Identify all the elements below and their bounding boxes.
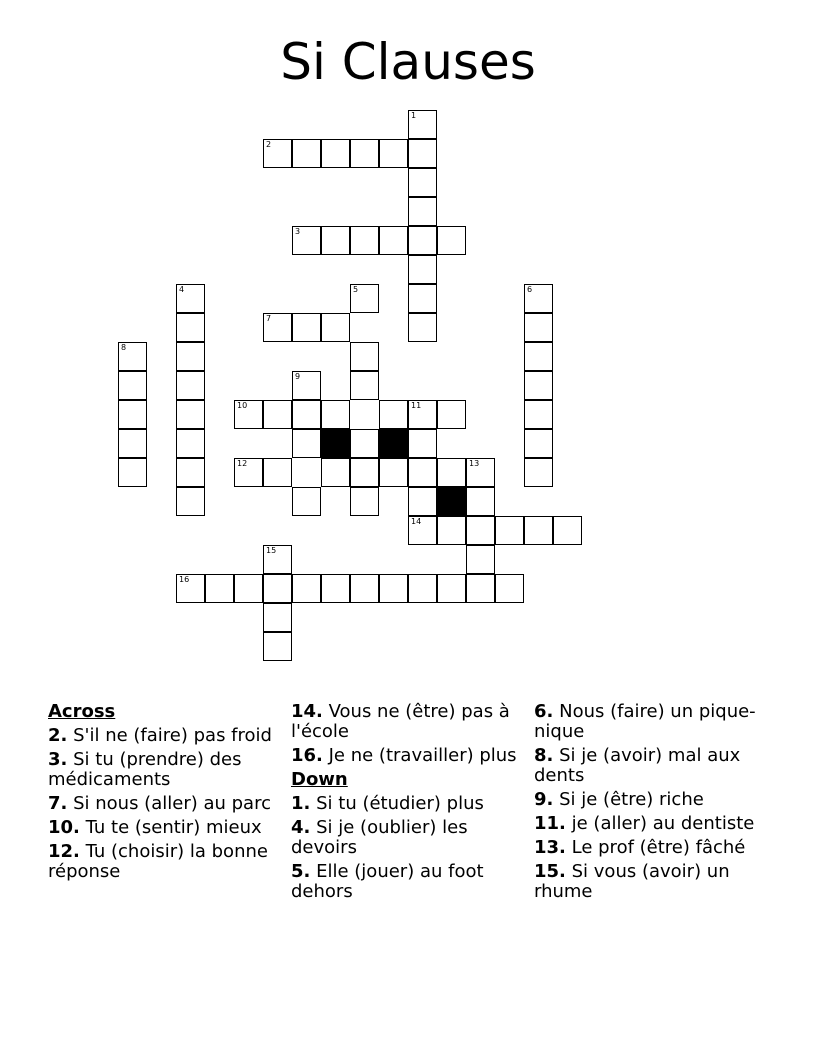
grid-cell[interactable] bbox=[408, 110, 437, 139]
clue-text: Si nous (aller) au parc bbox=[73, 793, 271, 814]
grid-cell[interactable] bbox=[118, 429, 147, 458]
puzzle-title: Si Clauses bbox=[280, 33, 536, 91]
clue-number: 1. bbox=[291, 793, 311, 814]
clue-text: je (aller) au dentiste bbox=[571, 813, 755, 834]
grid-cell[interactable] bbox=[350, 574, 379, 603]
grid-cell[interactable] bbox=[379, 139, 408, 168]
cell-number: 15 bbox=[266, 546, 277, 555]
grid-cell[interactable] bbox=[350, 284, 379, 313]
cell-number: 1 bbox=[411, 111, 417, 120]
grid-cell[interactable] bbox=[408, 487, 437, 516]
clue-down-8 bbox=[534, 746, 769, 786]
grid-cell[interactable] bbox=[176, 487, 205, 516]
clue-across-14 bbox=[291, 702, 526, 742]
cell-number: 6 bbox=[527, 285, 533, 294]
grid-cell[interactable] bbox=[466, 545, 495, 574]
clue-down-5 bbox=[291, 862, 526, 902]
grid-cell[interactable] bbox=[408, 226, 437, 255]
grid-cell[interactable] bbox=[466, 487, 495, 516]
grid-cell[interactable] bbox=[379, 400, 408, 429]
cell-number: 14 bbox=[411, 517, 422, 526]
grid-cell[interactable] bbox=[176, 400, 205, 429]
cell-number: 13 bbox=[469, 459, 480, 468]
grid-cell[interactable] bbox=[118, 342, 147, 371]
clue-across-2 bbox=[48, 726, 283, 746]
clue-down-13 bbox=[534, 838, 769, 858]
grid-cell[interactable] bbox=[350, 226, 379, 255]
grid-cell[interactable] bbox=[408, 400, 437, 429]
grid-cell[interactable] bbox=[379, 458, 408, 487]
grid-cell[interactable] bbox=[408, 197, 437, 226]
grid-cell[interactable] bbox=[524, 429, 553, 458]
cell-number: 12 bbox=[237, 459, 248, 468]
clue-number: 6. bbox=[534, 701, 554, 722]
grid-cell[interactable] bbox=[292, 139, 321, 168]
grid-cell[interactable] bbox=[350, 429, 379, 458]
grid-cell[interactable] bbox=[321, 400, 350, 429]
grid-cell[interactable] bbox=[234, 400, 263, 429]
clue-text: Tu te (sentir) mieux bbox=[85, 817, 262, 838]
clues-column-3 bbox=[534, 702, 769, 906]
clue-text: Nous (faire) un pique-nique bbox=[534, 701, 756, 742]
grid-cell[interactable] bbox=[408, 139, 437, 168]
grid-cell[interactable] bbox=[176, 284, 205, 313]
grid-cell[interactable] bbox=[118, 371, 147, 400]
grid-cell[interactable] bbox=[176, 574, 205, 603]
cell-number: 9 bbox=[295, 372, 301, 381]
grid-cell[interactable] bbox=[292, 429, 321, 458]
grid-cell[interactable] bbox=[524, 400, 553, 429]
grid-cell[interactable] bbox=[263, 574, 292, 603]
grid-cell[interactable] bbox=[205, 574, 234, 603]
grid-cell[interactable] bbox=[408, 574, 437, 603]
grid-cell[interactable] bbox=[437, 226, 466, 255]
clue-number: 2. bbox=[48, 725, 68, 746]
clues-column-1 bbox=[48, 702, 283, 886]
grid-cell[interactable] bbox=[321, 226, 350, 255]
clue-number: 3. bbox=[48, 749, 68, 770]
grid-cell[interactable] bbox=[263, 400, 292, 429]
grid-cell[interactable] bbox=[321, 139, 350, 168]
grid-cell[interactable] bbox=[524, 516, 553, 545]
grid-cell[interactable] bbox=[234, 458, 263, 487]
grid-cell[interactable] bbox=[437, 400, 466, 429]
clue-across-12 bbox=[48, 842, 283, 882]
clue-number: 16. bbox=[291, 745, 323, 766]
grid-cell[interactable] bbox=[292, 313, 321, 342]
clue-number: 4. bbox=[291, 817, 311, 838]
cell-number: 8 bbox=[121, 343, 127, 352]
clue-across-7 bbox=[48, 794, 283, 814]
grid-cell[interactable] bbox=[292, 574, 321, 603]
black-square bbox=[379, 429, 408, 458]
clue-across-16 bbox=[291, 746, 526, 766]
cell-number: 5 bbox=[353, 285, 359, 294]
clue-number: 14. bbox=[291, 701, 323, 722]
clue-number: 10. bbox=[48, 817, 80, 838]
grid-cell[interactable] bbox=[350, 371, 379, 400]
grid-cell[interactable] bbox=[350, 487, 379, 516]
clue-text: Je ne (travailler) plus bbox=[328, 745, 517, 766]
grid-cell[interactable] bbox=[292, 371, 321, 400]
grid-cell[interactable] bbox=[379, 226, 408, 255]
clue-number: 8. bbox=[534, 745, 554, 766]
grid-cell[interactable] bbox=[408, 458, 437, 487]
clue-number: 15. bbox=[534, 861, 566, 882]
grid-cell[interactable] bbox=[437, 516, 466, 545]
clue-number: 9. bbox=[534, 789, 554, 810]
grid-cell[interactable] bbox=[176, 342, 205, 371]
grid-cell[interactable] bbox=[553, 516, 582, 545]
clue-text: Le prof (être) fâché bbox=[571, 837, 746, 858]
grid-cell[interactable] bbox=[408, 284, 437, 313]
cell-number: 3 bbox=[295, 227, 301, 236]
grid-cell[interactable] bbox=[466, 574, 495, 603]
clue-text: Si tu (prendre) des médicaments bbox=[48, 749, 242, 790]
grid-cell[interactable] bbox=[495, 574, 524, 603]
grid-cell[interactable] bbox=[292, 226, 321, 255]
grid-cell[interactable] bbox=[408, 429, 437, 458]
clue-number: 13. bbox=[534, 837, 566, 858]
grid-cell[interactable] bbox=[524, 313, 553, 342]
grid-cell[interactable] bbox=[350, 458, 379, 487]
grid-cell[interactable] bbox=[321, 574, 350, 603]
clue-down-4 bbox=[291, 818, 526, 858]
grid-cell[interactable] bbox=[379, 574, 408, 603]
grid-cell[interactable] bbox=[263, 313, 292, 342]
cell-number: 2 bbox=[266, 140, 272, 149]
clue-down-11 bbox=[534, 814, 769, 834]
black-square bbox=[437, 487, 466, 516]
grid-cell[interactable] bbox=[466, 458, 495, 487]
clue-text: Si je (oublier) les devoirs bbox=[291, 817, 468, 858]
grid-cell[interactable] bbox=[524, 371, 553, 400]
grid-cell[interactable] bbox=[118, 400, 147, 429]
cell-number: 10 bbox=[237, 401, 248, 410]
grid-cell[interactable] bbox=[118, 458, 147, 487]
down-heading: Down bbox=[291, 769, 348, 790]
cell-number: 16 bbox=[179, 575, 190, 584]
black-square bbox=[321, 429, 350, 458]
clue-text: Si tu (étudier) plus bbox=[316, 793, 484, 814]
clue-number: 11. bbox=[534, 813, 566, 834]
grid-cell[interactable] bbox=[263, 632, 292, 661]
clue-down-15 bbox=[534, 862, 769, 902]
grid-cell[interactable] bbox=[176, 458, 205, 487]
grid-cell[interactable] bbox=[350, 342, 379, 371]
grid-cell[interactable] bbox=[176, 313, 205, 342]
clue-text: S'il ne (faire) pas froid bbox=[73, 725, 272, 746]
grid-cell[interactable] bbox=[408, 255, 437, 284]
grid-cell[interactable] bbox=[321, 313, 350, 342]
grid-cell[interactable] bbox=[524, 284, 553, 313]
clue-down-6 bbox=[534, 702, 769, 742]
clue-text: Elle (jouer) au foot dehors bbox=[291, 861, 484, 902]
grid-cell[interactable] bbox=[263, 603, 292, 632]
grid-cell[interactable] bbox=[321, 458, 350, 487]
grid-cell[interactable] bbox=[524, 342, 553, 371]
clue-down-9 bbox=[534, 790, 769, 810]
grid-cell[interactable] bbox=[292, 400, 321, 429]
cell-number: 11 bbox=[411, 401, 422, 410]
grid-cell[interactable] bbox=[263, 545, 292, 574]
clue-text: Si je (avoir) mal aux dents bbox=[534, 745, 741, 786]
grid-cell[interactable] bbox=[408, 313, 437, 342]
grid-cell[interactable] bbox=[495, 516, 524, 545]
clue-text: Si vous (avoir) un rhume bbox=[534, 861, 730, 902]
grid-cell[interactable] bbox=[408, 168, 437, 197]
grid-cell[interactable] bbox=[466, 516, 495, 545]
grid-cell[interactable] bbox=[408, 516, 437, 545]
grid-cell[interactable] bbox=[437, 574, 466, 603]
clue-text: Si je (être) riche bbox=[559, 789, 704, 810]
grid-cell[interactable] bbox=[292, 487, 321, 516]
grid-cell[interactable] bbox=[234, 574, 263, 603]
grid-cell[interactable] bbox=[176, 429, 205, 458]
grid-cell[interactable] bbox=[350, 139, 379, 168]
clue-across-3 bbox=[48, 750, 283, 790]
clue-number: 12. bbox=[48, 841, 80, 862]
clue-text: Tu (choisir) la bonne réponse bbox=[48, 841, 268, 882]
grid-cell[interactable] bbox=[263, 139, 292, 168]
clue-number: 7. bbox=[48, 793, 68, 814]
clue-number: 5. bbox=[291, 861, 311, 882]
grid-cell[interactable] bbox=[176, 371, 205, 400]
across-heading: Across bbox=[48, 701, 116, 722]
cell-number: 7 bbox=[266, 314, 272, 323]
grid-cell[interactable] bbox=[263, 458, 292, 487]
clue-text: Vous ne (être) pas à l'école bbox=[291, 701, 510, 742]
grid-cell[interactable] bbox=[437, 458, 466, 487]
clues-column-2 bbox=[291, 702, 526, 906]
grid-cell[interactable] bbox=[524, 458, 553, 487]
clue-across-10 bbox=[48, 818, 283, 838]
cell-number: 4 bbox=[179, 285, 185, 294]
clue-down-1 bbox=[291, 794, 526, 814]
